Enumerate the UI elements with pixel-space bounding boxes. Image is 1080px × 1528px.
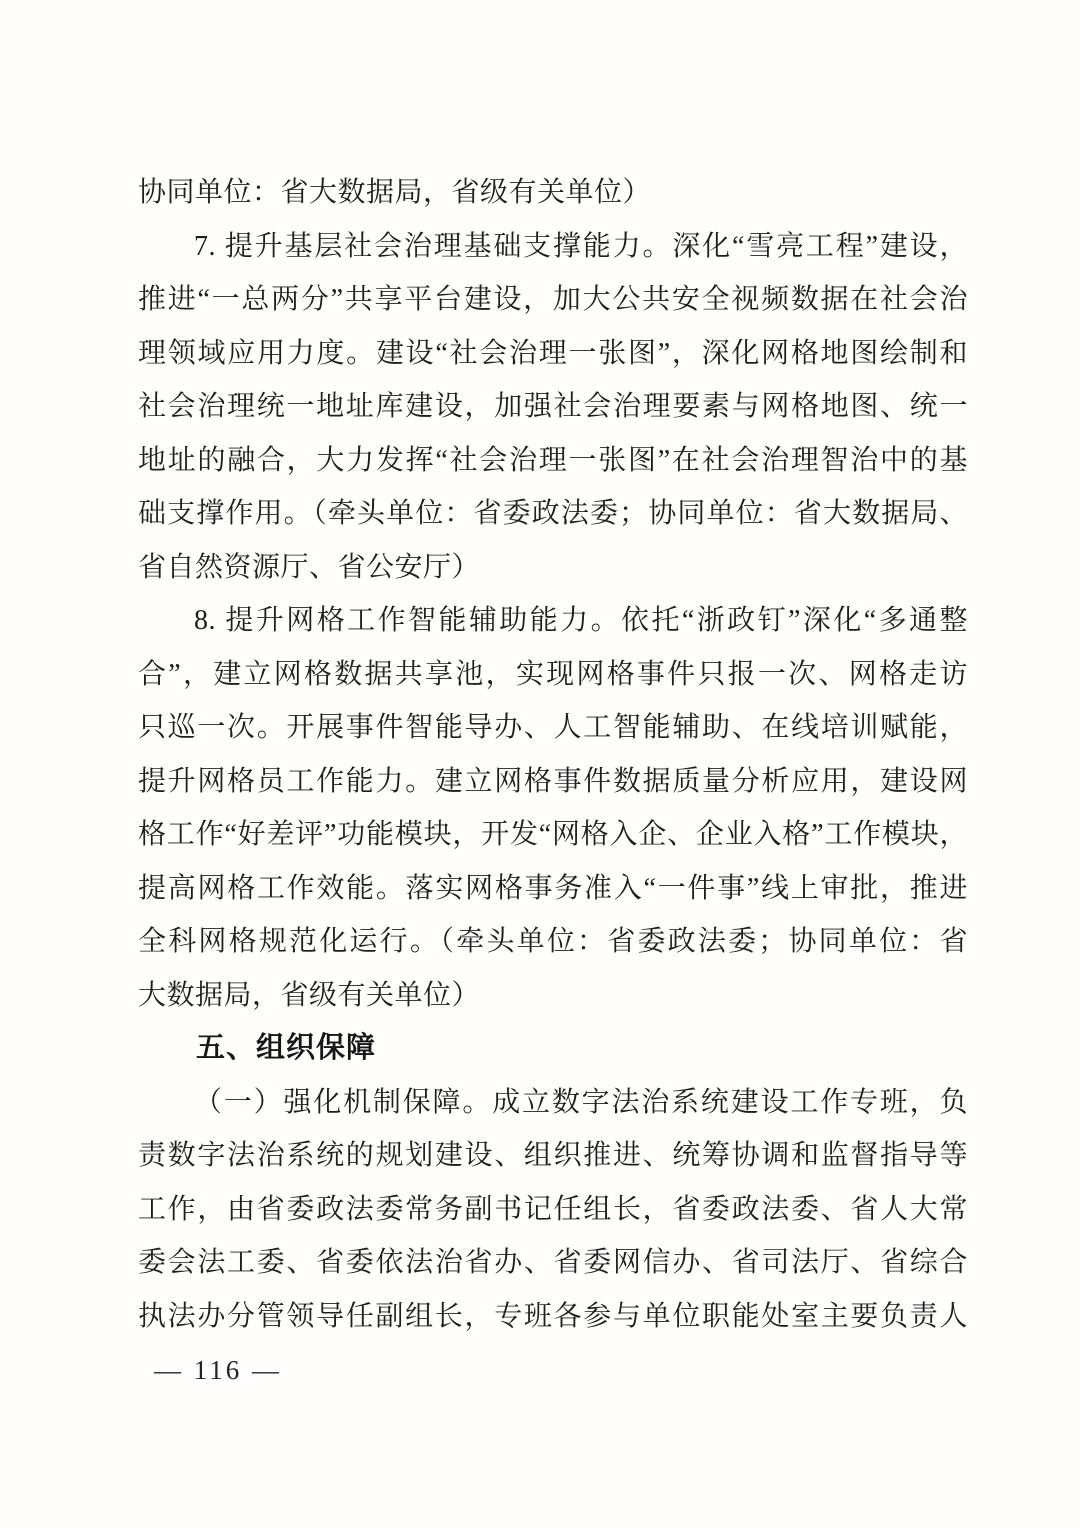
- text-line: 工作，由省委政法委常务副书记任组长，省委政法委、省人大常: [138, 1193, 968, 1225]
- text-line: 责数字法治系统的规划建设、组织推进、统筹协调和监督指导等: [138, 1140, 968, 1171]
- text-line-item-7: 7. 提升基层社会治理基础支撑能力。深化“雪亮工程”建设，: [194, 230, 968, 262]
- text-line: 协同单位：省大数据局，省级有关单位）: [138, 177, 652, 208]
- document-body: [138, 166, 968, 1343]
- text-line-item-8: 8. 提升网格工作智能辅助能力。依托“浙政钉”深化“多通整: [194, 605, 968, 636]
- text-line: 社会治理统一地址库建设，加强社会治理要素与网格地图、统一: [138, 391, 968, 422]
- text-line: 大数据局，省级有关单位）: [138, 979, 481, 1011]
- section-heading: 五、组织保障: [196, 1032, 377, 1064]
- text-line: 省自然资源厅、省公安厅）: [138, 551, 481, 583]
- text-line: 理领域应用力度。建设“社会治理一张图”，深化网格地图绘制和: [138, 337, 968, 369]
- text-line: 合”，建立网格数据共享池，实现网格事件只报一次、网格走访: [138, 658, 968, 690]
- text-line: 础支撑作用。（牵头单位：省委政法委；协同单位：省大数据局、: [138, 498, 968, 529]
- text-line: 地址的融合，大力发挥“社会治理一张图”在社会治理智治中的基: [138, 444, 968, 476]
- text-line-sub-1: （一）强化机制保障。成立数字法治系统建设工作专班，负: [194, 1086, 968, 1118]
- text-line: 提升网格员工作能力。建立网格事件数据质量分析应用，建设网: [138, 765, 968, 797]
- text-line: 格工作“好差评”功能模块，开发“网格入企、企业入格”工作模块，: [138, 819, 968, 850]
- page-number: — 116 —: [154, 1355, 282, 1385]
- text-line: 委会法工委、省委依法治省办、省委网信办、省司法厅、省综合: [138, 1247, 968, 1278]
- text-line: 提高网格工作效能。落实网格事务准入“一件事”线上审批，推进: [138, 872, 968, 904]
- text-line: 执法办分管领导任副组长，专班各参与单位职能处室主要负责人: [138, 1300, 968, 1332]
- text-line: 推进“一总两分”共享平台建设，加大公共安全视频数据在社会治: [138, 284, 968, 315]
- text-line: 只巡一次。开展事件智能导办、人工智能辅助、在线培训赋能，: [138, 712, 968, 743]
- text-line: 全科网格规范化运行。（牵头单位：省委政法委；协同单位：省: [138, 926, 968, 957]
